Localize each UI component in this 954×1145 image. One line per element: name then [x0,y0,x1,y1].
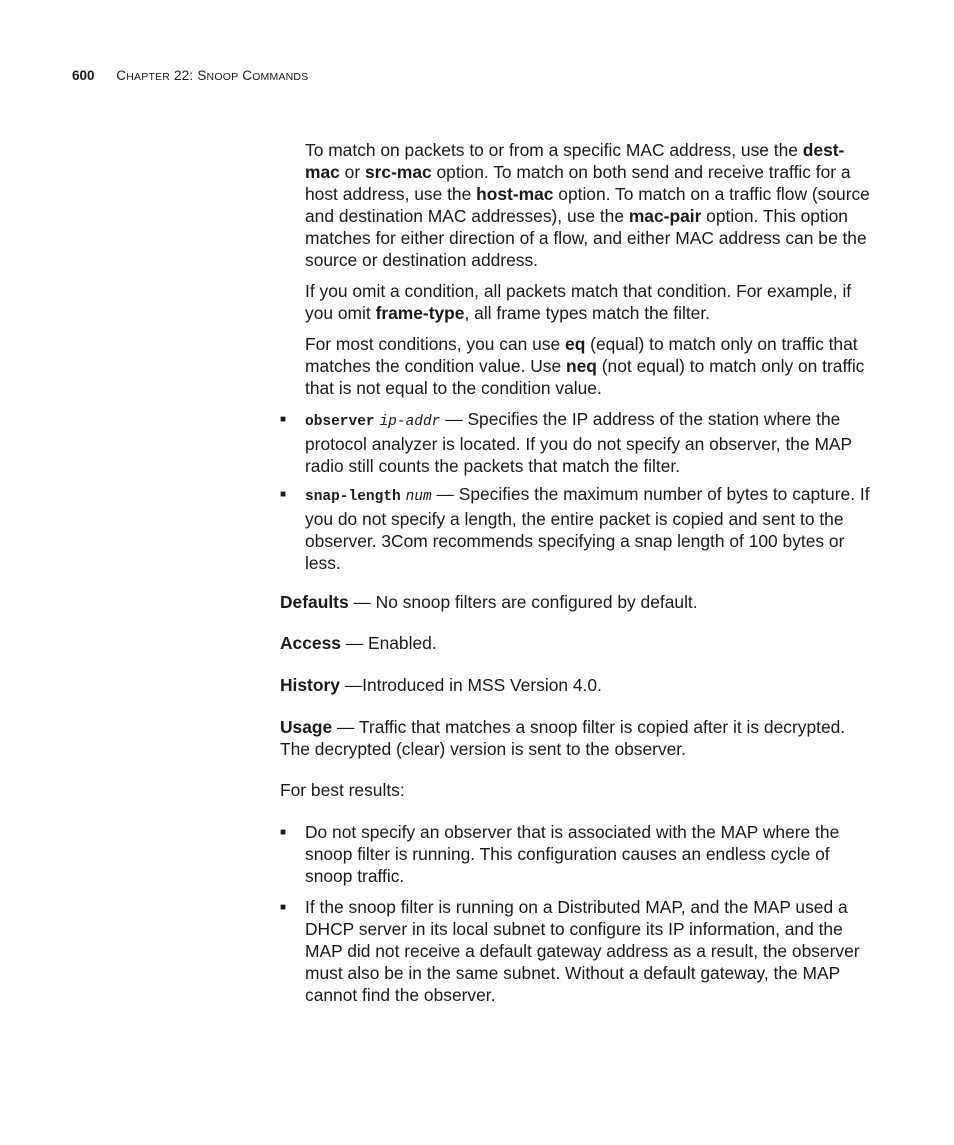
snap-length-option-item: snap-length num — Specifies the maximum number of bytes to capture. If you do not specify a length, the entire packet is copied and sent to the observer. 3Com recommends specifying a snap length of 100 bytes or less. [305,484,870,573]
page-number: 600 [72,68,95,83]
history-section: History —Introduced in MSS Version 4.0. [280,675,602,695]
bullet-marker: ■ [280,827,287,838]
defaults-section: Defaults — No snoop filters are configured by default. [280,592,698,612]
snap-length-keyword: snap-length [305,489,401,505]
bullet-marker: ■ [280,489,287,500]
best-results-label: For best results: [280,780,405,800]
bullet-marker: ■ [280,414,287,425]
snap-length-argument: num [405,489,432,505]
observer-keyword: observer [305,414,375,430]
chapter-title: CHAPTER 22: SNOOP COMMANDS [116,68,309,83]
result-bullet-item: Do not specify an observer that is associated with the MAP where the snoop filter is running. This configuration causes an endless cycle of snoop traffic. [305,822,840,886]
observer-argument: ip-addr [379,414,441,430]
running-header [72,68,308,83]
observer-option-item: observer ip-addr — Specifies the IP address of the station where the protocol analyzer is located. If you do not specify an observer, the MAP radio still counts the packets that match the filter. [305,409,852,476]
eq-neq-paragraph: For most conditions, you can use eq (equal) to match only on traffic that matches the condition value. Use neq (not equal) to match only on traffic that is not equal to the condition value. [305,334,865,398]
result-bullet-item: If the snoop filter is running on a Distributed MAP, and the MAP used a DHCP server in its local subnet to configure its IP information, and the MAP did not receive a default gateway address as a result, the observer must also be in the same subnet. Without a default gateway, the MAP cannot find the observer. [305,897,860,1005]
omit-condition-paragraph: If you omit a condition, all packets match that condition. For example, if you omit frame-type, all frame types match the filter. [305,281,852,323]
access-section: Access — Enabled. [280,633,437,653]
usage-section: Usage — Traffic that matches a snoop filter is copied after it is decrypted. The decrypted (clear) version is sent to the observer. [280,717,846,759]
bullet-marker: ■ [280,902,287,913]
mac-options-paragraph: To match on packets to or from a specific MAC address, use the dest-mac or src-mac option. To match on both send and receive traffic for a host address, use the host-mac option. To match on a traffic flow (source and destination MAC addresses), use the mac-pair option. This option matches for either direction of a flow, and either MAC address can be the source or destination address. [305,140,870,270]
